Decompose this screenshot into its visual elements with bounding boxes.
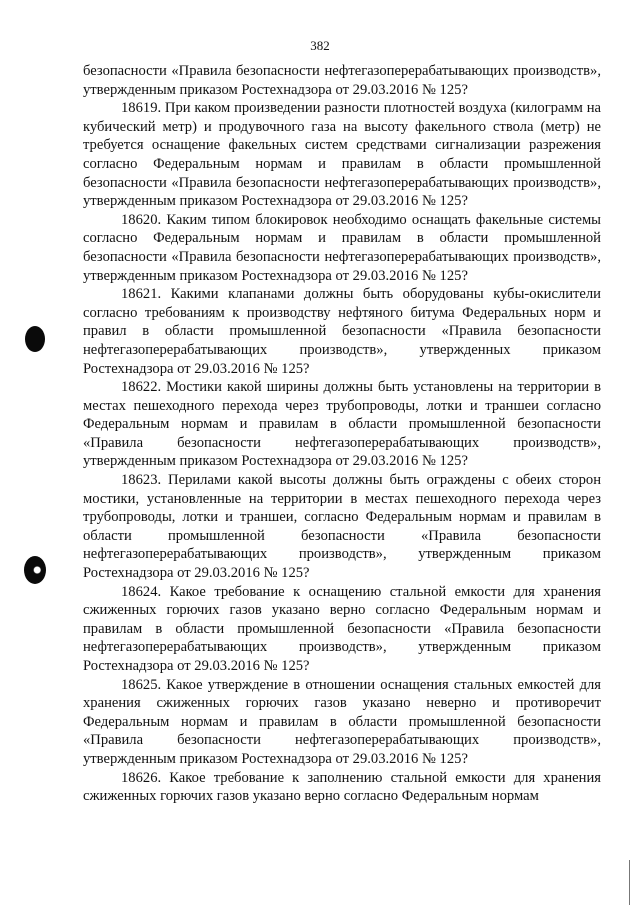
question-paragraph: 18620. Каким типом блокировок необходимо оснащать факельные системы согласно Федеральным нормам и правилам в области промышленной безопасности «Правила безопасности нефтегазоперерабатывающих производств», утвержденным приказом Ростехнадзора от 29.03.2016 № 125? xyxy=(83,211,601,284)
question-paragraph: 18619. При каком произведении разности плотностей воздуха (килограмм на кубический метр) и продувочного газа на высоту факельного ствола (метр) не требуется оснащение факельных систем средствами сигнализации разрежения согласно Федеральным нормам и правилам в области промышленной безопасности «Правила безопасности нефтегазоперерабатывающих производств», утвержденным приказом Ростехнадзора от 29.03.2016 № 125? xyxy=(83,100,601,210)
scan-edge-line xyxy=(629,860,630,905)
question-paragraph: 18621. Какими клапанами должны быть оборудованы кубы-окислители согласно требованиям к производству нефтяного битума Федеральных норм и правил в области промышленной безопасности «Правила безопасности нефтегазоперерабатывающих производств», утвержденных приказом Ростехнадзора от 29.03.2016 № 125? xyxy=(83,286,601,377)
binder-hole-mark xyxy=(25,326,45,352)
question-paragraph: 18625. Какое утверждение в отношении оснащения стальных емкостей для хранения сжиженных горючих газов указано неверно и противоречит Федеральным нормам и правилам в области промышленной безопасности «Правила безопасности нефтегазоперерабатывающих производств», утвержденным приказом Ростехнадзора от 29.03.2016 № 125? xyxy=(83,676,601,767)
question-paragraph-continuation: безопасности «Правила безопасности нефтегазоперерабатывающих производств», утвержденным приказом Ростехнадзора от 29.03.2016 № 125? xyxy=(83,63,601,98)
question-paragraph: 18623. Перилами какой высоты должны быть ограждены с обеих сторон мостики, установленные на территории в местах пешеходного перехода через трубопроводы, лотки и траншеи, согласно Федеральным нормам и правилам в области промышленной безопасности «Правила безопасности нефтегазоперерабатывающих производств», утвержденным приказом Ростехнадзора от 29.03.2016 № 125? xyxy=(83,472,601,582)
binder-hole-mark xyxy=(24,556,46,584)
page-body xyxy=(83,62,601,806)
question-paragraph: 18626. Какое требование к заполнению стальной емкости для хранения сжиженных горючих газов указано верно согласно Федеральным нормам xyxy=(83,769,601,805)
question-paragraph: 18622. Мостики какой ширины должны быть установлены на территории в местах пешеходного перехода через трубопроводы, лотки и траншеи согласно Федеральным нормам и правилам в области промышленной безопасности «Правила безопасности нефтегазоперерабатывающих производств», утвержденным приказом Ростехнадзора от 29.03.2016 № 125? xyxy=(83,379,601,470)
question-paragraph: 18624. Какое требование к оснащению стальной емкости для хранения сжиженных горючих газов указано верно согласно Федеральным нормам и правилам в области промышленной безопасности «Правила безопасности нефтегазоперерабатывающих производств», утвержденным приказом Ростехнадзора от 29.03.2016 № 125? xyxy=(83,583,601,674)
page-number: 382 xyxy=(310,38,330,53)
